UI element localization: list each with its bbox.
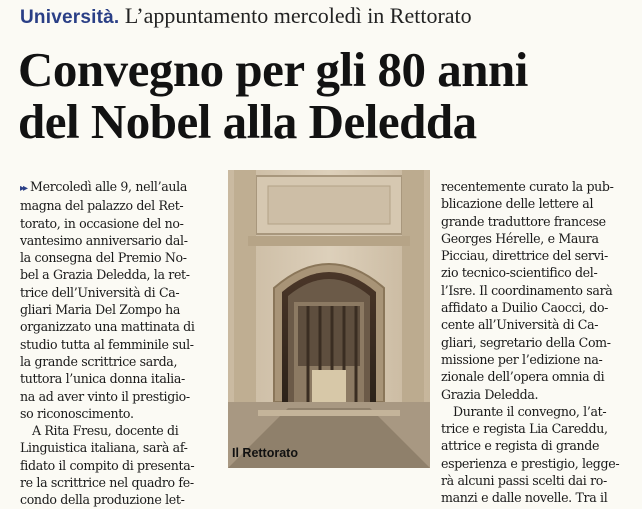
article-line: studio tutta al femminile sul- bbox=[20, 336, 194, 352]
article-line: rà alcuni passi scelti dai ro- bbox=[441, 473, 607, 489]
article-line: Georges Hérelle, e Maura bbox=[441, 230, 599, 246]
headline-line-1: Convegno per gli 80 anni bbox=[18, 42, 528, 97]
article-line: esperienza e prestigio, legge- bbox=[441, 455, 620, 471]
headline bbox=[18, 44, 638, 148]
article-line: Grazia Deledda. bbox=[441, 386, 539, 402]
article-line: torato, in occasione del no- bbox=[20, 215, 184, 231]
article-line: zio tecnico-scientifico del- bbox=[441, 265, 598, 281]
article-line: vantesimo anniversario dal- bbox=[20, 232, 188, 248]
article-line: Linguistica italiana, sarà af- bbox=[20, 440, 188, 456]
article-column-1 bbox=[20, 178, 216, 509]
article-line: la consegna del Premio No- bbox=[20, 250, 187, 266]
article-line: Picciau, direttrice del servi- bbox=[441, 248, 608, 264]
article-line: Durante il convegno, l’at- bbox=[453, 403, 607, 419]
article-line: A Rita Fresu, docente di bbox=[32, 423, 179, 439]
photo-caption: Il Rettorato bbox=[232, 446, 298, 460]
kicker bbox=[20, 2, 630, 32]
article-line: trice e regista Lia Careddu, bbox=[441, 421, 608, 437]
article-line: na ad aver vinto il prestigio- bbox=[20, 388, 190, 404]
article-line: bel a Grazia Deledda, la ret- bbox=[20, 267, 190, 283]
article-line: la grande scrittrice sarda, bbox=[20, 353, 178, 369]
article-line: gliari Maria Del Zompo ha bbox=[20, 302, 181, 318]
article-line: re la scrittrice nel quadro fe- bbox=[20, 475, 194, 491]
article-line: fidato il compito di presenta- bbox=[20, 457, 195, 473]
article-line: so riconoscimento. bbox=[20, 405, 134, 421]
article-line: attrice e regista di grande bbox=[441, 438, 600, 454]
article-line: zionale dell’opera omnia di bbox=[441, 369, 605, 385]
article-line: grande traduttore francese bbox=[441, 213, 606, 229]
kicker-text: L’appuntamento mercoledì in Rettorato bbox=[124, 3, 472, 28]
article-line: l’Isre. Il coordinamento sarà bbox=[441, 282, 613, 298]
building-doorway-photo bbox=[228, 170, 430, 468]
article-line: gliari, segretario della Com- bbox=[441, 334, 611, 350]
article-line: condo della produzione let- bbox=[20, 492, 185, 508]
article-line: magna del palazzo del Ret- bbox=[20, 198, 184, 214]
rettorato-photo bbox=[228, 170, 430, 468]
article-column-3 bbox=[441, 178, 637, 507]
article-line: organizzato una mattinata di bbox=[20, 319, 195, 335]
article-line: missione per l’edizione na- bbox=[441, 351, 603, 367]
article-line: cente all’Università di Ca- bbox=[441, 317, 599, 333]
article-line: recentemente curato la pub- bbox=[441, 179, 614, 194]
article-line: tuttora l’unica donna italia- bbox=[20, 371, 185, 387]
article-line: affidato a Duilio Caocci, do- bbox=[441, 300, 609, 316]
section-label: Università. bbox=[20, 7, 120, 28]
headline-line-2: del Nobel alla Deledda bbox=[18, 94, 477, 149]
article-line: ▸▸ Mercoledì alle 9, nell’aula bbox=[20, 179, 187, 194]
article-line: trice dell’Università di Ca- bbox=[20, 284, 180, 300]
arrow-icon: ▸▸ bbox=[20, 183, 27, 194]
article-line: manzi e dalle novelle. Tra il bbox=[441, 490, 608, 506]
article-line: blicazione delle lettere al bbox=[441, 196, 594, 212]
